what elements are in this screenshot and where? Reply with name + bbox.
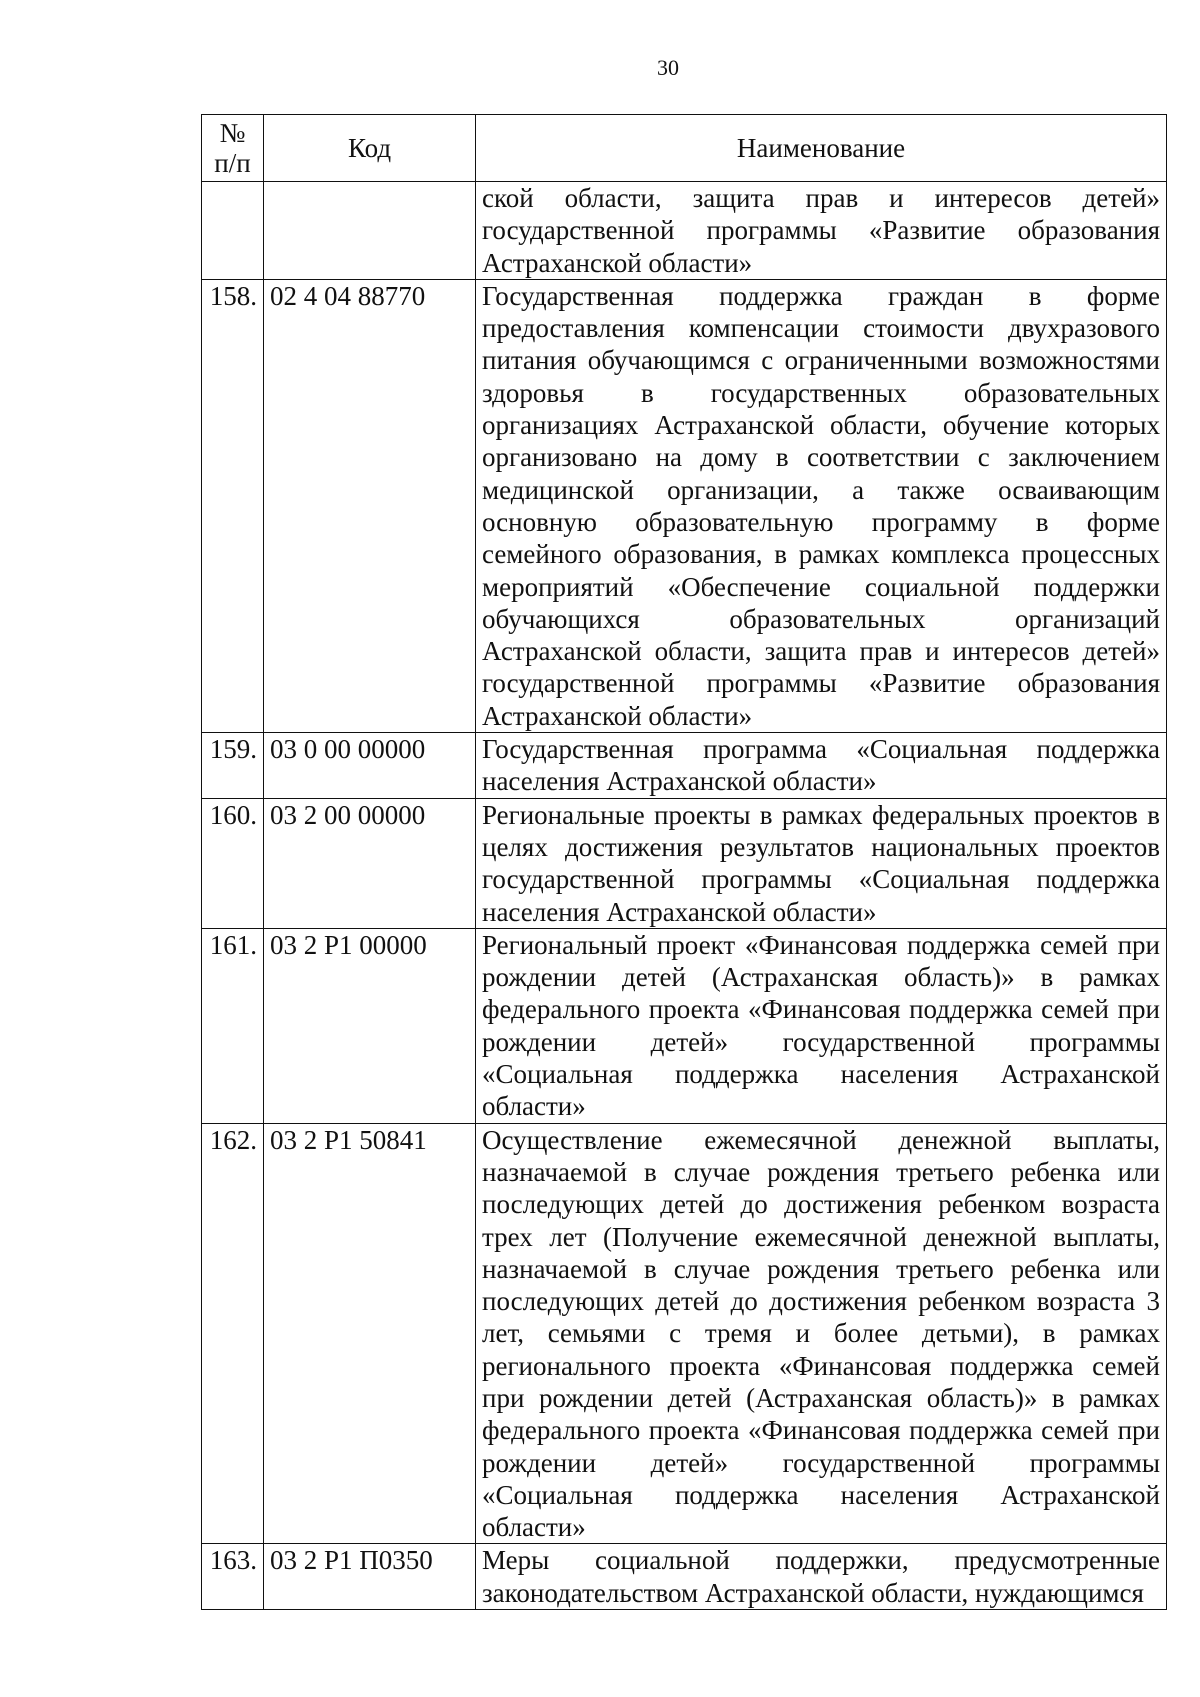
row-name: Региональные проекты в рамках федеральных проектов в целях достижения результатов национальных проектов государственной программы «Социальная поддержка населения Астраханской области» bbox=[476, 798, 1167, 928]
table-row bbox=[202, 1544, 1167, 1610]
header-name: Наименование bbox=[476, 115, 1167, 182]
row-number bbox=[202, 182, 264, 280]
row-code: 03 2 Р1 П0350 bbox=[264, 1544, 476, 1610]
table-row bbox=[202, 798, 1167, 928]
row-name: Меры социальной поддержки, предусмотренные законодательством Астраханской области, нуждающимся bbox=[476, 1544, 1167, 1610]
header-number-label: п/п bbox=[214, 148, 251, 178]
row-number: 163. bbox=[202, 1544, 264, 1610]
codes-table bbox=[201, 114, 1167, 1610]
header-code: Код bbox=[264, 115, 476, 182]
row-code: 03 0 00 00000 bbox=[264, 733, 476, 799]
header-number bbox=[202, 115, 264, 182]
table-header-row bbox=[202, 115, 1167, 182]
table-row bbox=[202, 1123, 1167, 1544]
row-code: 02 4 04 88770 bbox=[264, 279, 476, 732]
table-row bbox=[202, 182, 1167, 280]
row-code: 03 2 Р1 00000 bbox=[264, 928, 476, 1123]
row-code bbox=[264, 182, 476, 280]
row-number: 162. bbox=[202, 1123, 264, 1544]
row-name: Государственная программа «Социальная поддержка населения Астраханской области» bbox=[476, 733, 1167, 799]
row-number: 158. bbox=[202, 279, 264, 732]
header-number-symbol: № bbox=[219, 118, 246, 148]
table-row bbox=[202, 733, 1167, 799]
row-number: 161. bbox=[202, 928, 264, 1123]
row-code: 03 2 00 00000 bbox=[264, 798, 476, 928]
table-row bbox=[202, 279, 1167, 732]
row-code: 03 2 Р1 50841 bbox=[264, 1123, 476, 1544]
row-name: Государственная поддержка граждан в форме предоставления компенсации стоимости двухразового питания обучающимся с ограниченными возможностями здоровья в государственных образовательных организациях Астраханской области, обучение которых организовано на дому в соответствии с заключением медицинской организации, а также осваивающим основную образовательную программу в форме семейного образования, в рамках комплекса процессных мероприятий «Обеспечение социальной поддержки обучающихся образовательных организаций Астраханской области, защита прав и интересов детей» государственной программы «Развитие образования Астраханской области» bbox=[476, 279, 1167, 732]
row-name: Региональный проект «Финансовая поддержка семей при рождении детей (Астраханская область)» в рамках федерального проекта «Финансовая поддержка семей при рождении детей» государственной программы «Социальная поддержка населения Астраханской области» bbox=[476, 928, 1167, 1123]
row-name: Осуществление ежемесячной денежной выплаты, назначаемой в случае рождения третьего ребенка или последующих детей до достижения ребенком возраста трех лет (Получение ежемесячной денежной выплаты, назначаемой в случае рождения третьего ребенка или последующих детей до достижения ребенком возраста 3 лет, семьями с тремя и более детьми), в рамках регионального проекта «Финансовая поддержка семей при рождении детей (Астраханская область)» в рамках федерального проекта «Финансовая поддержка семей при рождении детей» государственной программы «Социальная поддержка населения Астраханской области» bbox=[476, 1123, 1167, 1544]
row-number: 160. bbox=[202, 798, 264, 928]
page-number: 30 bbox=[657, 55, 679, 80]
row-number: 159. bbox=[202, 733, 264, 799]
row-name: ской области, защита прав и интересов детей» государственной программы «Развитие образования Астраханской области» bbox=[476, 182, 1167, 280]
table-row bbox=[202, 928, 1167, 1123]
